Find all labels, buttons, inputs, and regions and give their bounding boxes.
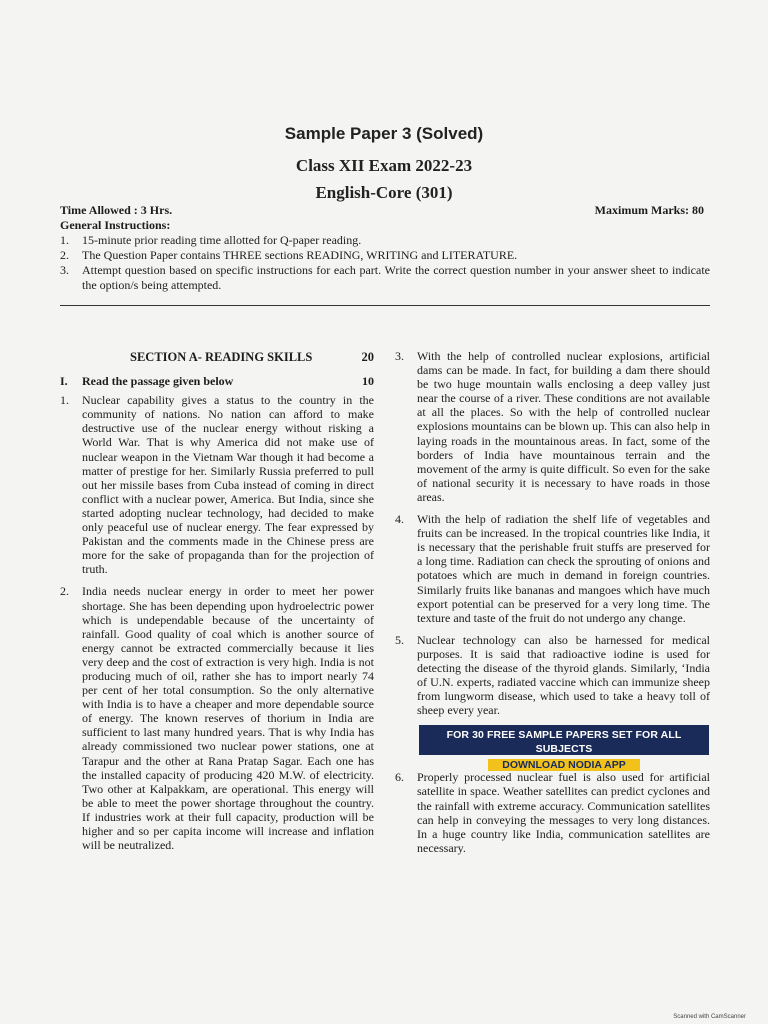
horizontal-divider [60,305,710,306]
paragraph-text: With the help of controlled nuclear explosions, artificial dams can be made. In fact, for building a dam there should be two huge mountain walls enclosing a deep valley just near the course of a river. These conditions are not available at all the places. So with the help of controlled nuclear explosions mountains can be blown up. This can also help in laying roads in the mountainous areas. In fact, some of the borders of India have mountainous terrain and the movement of the army is quite difficult. So even for the sake of national security it is necessary to have roads in those areas. [417,349,710,504]
paragraph [395,512,710,625]
section-marks: 20 [361,350,374,364]
scanner-watermark: Scanned with CamScanner [673,1014,746,1020]
paper-title: Sample Paper 3 (Solved) [284,124,484,143]
right-column [395,349,710,863]
paragraph-text: Nuclear capability gives a status to the country in the community of nations. No nation can afford to make destructive use of the nuclear energy without risking a World War. That is why America did not make use of nuclear weapon in the Vietnam War though it had become a matter of prestige for her. Similarly Russia preferred to pull out her missile bases from Cuba instead of coming in direct conflict with a nuclear power, America. But India, since she started adopting nuclear technology, had decided to make only peaceful use of nuclear energy. The fear expressed by Pakistan and the comments made in the Chinese press are more for the sake of propaganda than for the projection of truth. [82,393,374,577]
class-exam-heading: Class XII Exam 2022-23 [295,156,473,175]
paragraph-number: 3. [395,349,404,363]
paragraph [395,633,710,718]
instruction-number: 1. [60,233,69,247]
passage-number: I. [60,374,68,389]
instruction-item [60,233,710,248]
paragraph-text: India needs nuclear energy in order to meet her power shortage. She has been depending upon hydroelectric power which is undependable because of the uncertainty of rainfall. Good quality of coal which is another source of energy cannot be extracted commercially because it lies very deep and the cost of extraction is very high. India is not producing much of oil, rather she has to import nearly 74 per cent of her total consumption. So the only alternative with India is to have a cheaper and more dependable source of energy. The known reserves of thorium in India are sufficient to last many hundred years. That is why India has already commissioned two nuclear power stations, one at Tarapur and the other at Rana Pratap Sagar. Each one has the installed capacity of producing 420 M.W. of electricity. Two other at Kalpakkam, are operational. This energy will be able to meet the power shortage throughout the country. If industries work at their full capacity, production will be higher and so per capita income will increase and inflation will be neutralized. [82,584,374,853]
paragraph [395,349,710,504]
paragraph-text: Nuclear technology can also be harnessed for medical purposes. It is said that radioactive iodine is used for detecting the disease of the thyroid glands. Similarly, ‘India of U.N. experts, radiated vaccine which can immunize sheep from lungworm disease, which used to take a heavy toll of sheep every year. [417,632,710,718]
instruction-item [60,263,710,293]
time-allowed: Time Allowed : 3 Hrs. [60,203,173,217]
paragraph [395,770,710,855]
banner-headline: FOR 30 FREE SAMPLE PAPERS SET FOR ALL SUBJECTS [446,729,682,756]
passage-label-group [60,374,233,388]
instruction-number: 2. [60,248,69,262]
paragraph [60,584,374,852]
passage-marks: 10 [362,374,374,389]
paragraph-number: 2. [60,584,69,599]
maximum-marks: Maximum Marks: 80 [594,203,704,217]
instruction-item [60,248,710,263]
instruction-text: Attempt question based on specific instructions for each part. Write the correct question number in your answer sheet to indicate the option/s being attempted. [82,263,710,292]
paragraph-number: 1. [60,393,69,408]
instruction-text: The Question Paper contains THREE sections READING, WRITING and LITERATURE. [82,248,518,262]
passage-heading [60,374,374,388]
paragraph-number: 4. [395,512,404,527]
paragraph-text: With the help of radiation the shelf life of vegetables and fruits can be increased. In the tropical countries like India, it is necessary that the perishable fruit stuffs are preserved for a long time. Radiation can check the sprouting of onions and potatoes which are much in demand in foreign countries. Similarly fruits like bananas and mangoes which have much export potential can be preserved for a very long time. The texture and taste of the fruit do not undergo any change. [417,512,710,625]
instruction-number: 3. [60,263,69,277]
instruction-text: 15-minute prior reading time allotted for Q-paper reading. [82,233,362,247]
section-title: SECTION A- READING SKILLS [130,350,313,364]
paragraph-text: Properly processed nuclear fuel is also used for artificial satellite in space. Weather satellites can predict cyclones and the rainfall with extreme accuracy. Communication satellites can help in conveying the messages to very long distances. In a huge country like India, communication satellites are necessary. [417,770,710,855]
paragraph [60,393,374,576]
subject-heading: English-Core (301) [315,183,453,202]
left-column [60,350,374,860]
general-instructions-list [60,233,710,293]
download-app-link[interactable]: DOWNLOAD NODIA APP [488,759,639,771]
passage-label: Read the passage given below [82,374,234,389]
download-app-banner[interactable] [419,725,709,771]
paragraph-number: 6. [395,770,404,785]
paragraph-number: 5. [395,632,404,647]
general-instructions-title: General Instructions: [60,218,171,232]
section-heading [60,350,374,364]
